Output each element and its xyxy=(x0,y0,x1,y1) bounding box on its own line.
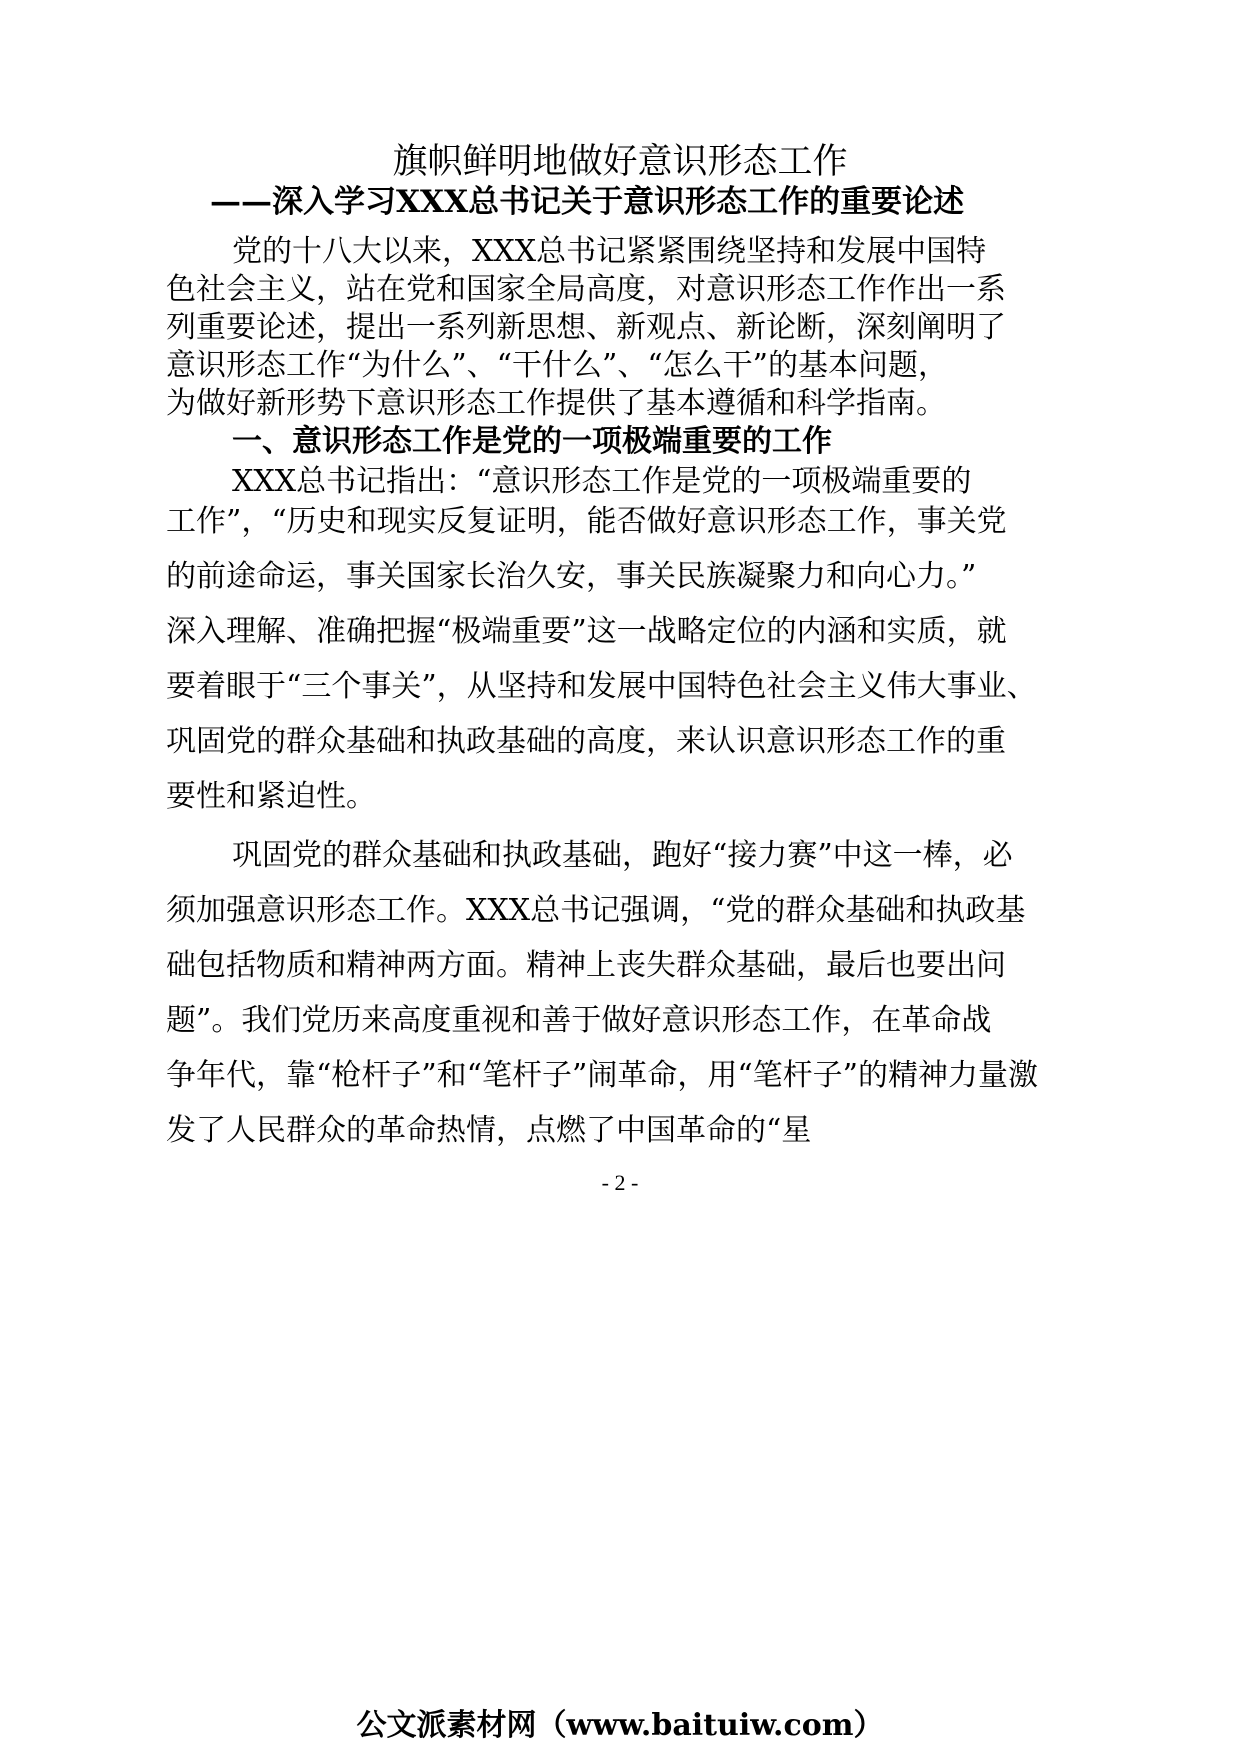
intro-line: 为做好新形势下意识形态工作提供了基本遵循和科学指南。 xyxy=(166,386,946,421)
document-title: 旗帜鲜明地做好意识形态工作 xyxy=(392,142,848,182)
footer-watermark: 公文派素材网（www.baituiw.com） xyxy=(356,1708,884,1743)
para1-line: XXX总书记指出：“意识形态工作是党的一项极端重要的 xyxy=(232,464,972,499)
para1-line: 深入理解、准确把握“极端重要”这一战略定位的内涵和实质，就 xyxy=(166,614,1007,649)
document-subtitle: ——深入学习XXX总书记关于意识形态工作的重要论述 xyxy=(210,184,965,220)
intro-line: 党的十八大以来，XXX总书记紧紧围绕坚持和发展中国特 xyxy=(232,234,987,269)
intro-line: 意识形态工作“为什么”、“干什么”、“怎么干”的基本问题， xyxy=(166,348,949,383)
para2-line: 争年代，靠“枪杆子”和“笔杆子”闹革命，用“笔杆子”的精神力量激 xyxy=(166,1058,1039,1093)
para2-line: 须加强意识形态工作。XXX总书记强调，“党的群众基础和执政基 xyxy=(166,893,1026,928)
para2-line: 题”。我们党历来高度重视和善于做好意识形态工作，在革命战 xyxy=(166,1003,992,1038)
intro-line: 列重要论述，提出一系列新思想、新观点、新论断，深刻阐明了 xyxy=(166,310,1006,345)
para1-line: 要着眼于“三个事关”，从坚持和发展中国特色社会主义伟大事业、 xyxy=(166,669,1037,704)
para1-line: 工作”，“历史和现实反复证明，能否做好意识形态工作，事关党 xyxy=(166,504,1007,539)
section-heading: 一、意识形态工作是党的一项极端重要的工作 xyxy=(232,424,832,459)
para2-line: 础包括物质和精神两方面。精神上丧失群众基础，最后也要出问 xyxy=(166,948,1006,983)
para2-line: 巩固党的群众基础和执政基础，跑好“接力赛”中这一棒，必 xyxy=(232,838,1013,873)
para1-line: 要性和紧迫性。 xyxy=(166,779,376,814)
para1-line: 巩固党的群众基础和执政基础的高度，来认识意识形态工作的重 xyxy=(166,724,1006,759)
page-number: - 2 - xyxy=(601,1170,639,1195)
intro-line: 色社会主义，站在党和国家全局高度，对意识形态工作作出一系 xyxy=(166,272,1006,307)
para2-line: 发了人民群众的革命热情，点燃了中国革命的“星 xyxy=(166,1113,812,1148)
para1-line: 的前途命运，事关国家长治久安，事关民族凝聚力和向心力。” xyxy=(166,559,977,594)
